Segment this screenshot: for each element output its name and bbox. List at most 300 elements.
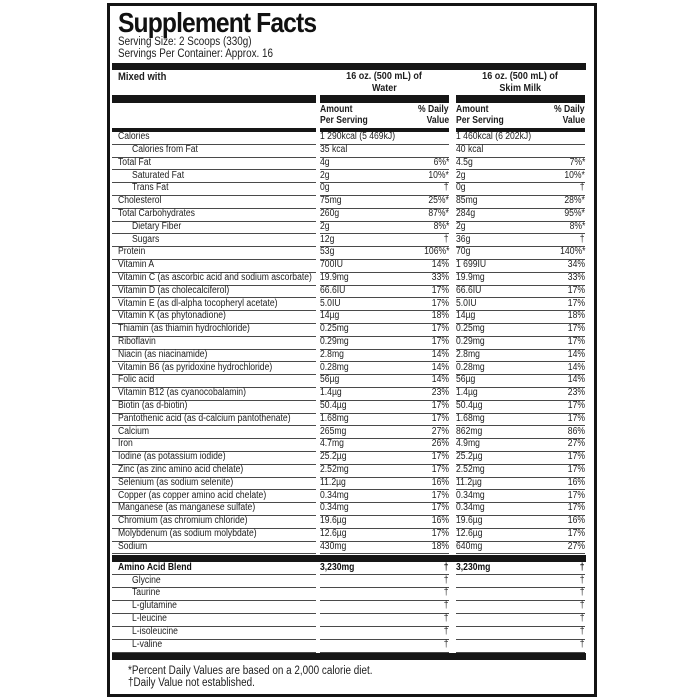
skim-amount-value: 3,230mg <box>456 561 491 573</box>
skim-daily-value: 18% <box>567 310 585 322</box>
table-row <box>112 132 586 145</box>
table-row <box>112 324 586 337</box>
skim-cell <box>456 362 585 375</box>
nutrient-name: Pantothenic acid (as d-calcium pantothenate) <box>118 412 291 424</box>
skim-cell <box>456 222 585 235</box>
servings-per-container-text: Servings Per Container: Approx. 16 <box>118 48 274 60</box>
skim-cell <box>456 478 585 491</box>
nutrient-name: Riboflavin <box>118 336 156 348</box>
column-gutter <box>449 542 456 555</box>
divider-bar <box>112 63 586 70</box>
water-amount-value: 1 290kcal (5 469kJ) <box>320 131 396 143</box>
nutrient-name: Biotin (as d-biotin) <box>118 400 188 412</box>
skim-amount-value: 11.2µg <box>456 476 482 488</box>
water-cell <box>320 414 449 427</box>
skim-daily-value: 17% <box>567 412 585 424</box>
water-amount-value: 700IU <box>320 259 343 271</box>
column-gutter <box>449 490 456 503</box>
skim-amount-value: 1.4µg <box>456 387 478 399</box>
table-row <box>112 388 586 401</box>
skim-daily-value: 140%* <box>559 246 585 258</box>
skim-cell <box>456 490 585 503</box>
skim-daily-value: 17% <box>567 451 585 463</box>
column-gutter <box>449 209 456 222</box>
nutrient-name-cell <box>112 158 316 171</box>
nutrient-name: L-leucine <box>132 613 167 625</box>
water-cell <box>320 170 449 183</box>
table-row <box>112 196 586 209</box>
skim-cell <box>456 298 585 311</box>
nutrient-name-cell <box>112 247 316 260</box>
water-amount-value: 0.34mg <box>320 489 349 501</box>
column-gutter <box>449 324 456 337</box>
nutrient-name-cell <box>112 640 316 653</box>
water-amount-value: 2g <box>320 169 330 181</box>
nutrient-name: Taurine <box>132 587 161 599</box>
nutrient-name-cell <box>112 542 316 555</box>
column-gutter <box>449 298 456 311</box>
daily-value-header: Value <box>562 115 585 127</box>
water-daily-value: 16% <box>431 515 449 527</box>
column-gutter <box>449 614 456 627</box>
skim-cell <box>456 311 585 324</box>
skim-cell <box>456 439 585 452</box>
nutrient-name-cell <box>112 209 316 222</box>
water-amount-value: 35 kcal <box>320 144 348 156</box>
nutrient-name-cell <box>112 426 316 439</box>
water-daily-value: 10%* <box>428 169 449 181</box>
skim-amount-value: 56µg <box>456 374 476 386</box>
nutrient-name: Cholesterol <box>118 195 162 207</box>
column-gutter <box>449 601 456 614</box>
nutrient-name: Chromium (as chromium chloride) <box>118 515 248 527</box>
skim-daily-value: 17% <box>567 502 585 514</box>
skim-daily-value: † <box>580 574 585 586</box>
divider-bar-segmented <box>112 95 586 103</box>
skim-daily-value: † <box>580 561 585 573</box>
nutrient-name: Sodium <box>118 540 148 552</box>
mixed-with-header-row <box>112 71 586 95</box>
nutrient-name: Zinc (as zinc amino acid chelate) <box>118 464 244 476</box>
table-row <box>112 529 586 542</box>
water-daily-value: 17% <box>431 502 449 514</box>
table-row <box>112 452 586 465</box>
nutrient-name-cell <box>112 170 316 183</box>
nutrient-name: Molybdenum (as sodium molybdate) <box>118 528 257 539</box>
nutrient-name-cell <box>112 588 316 601</box>
water-amount-value: 19.6µg <box>320 515 347 527</box>
nutrient-name: Amino Acid Blend <box>118 561 192 573</box>
skim-cell <box>456 234 585 247</box>
water-amount-value: 75mg <box>320 195 342 207</box>
table-row <box>112 503 586 516</box>
column-gutter <box>449 273 456 286</box>
water-header-line2: Water <box>372 81 397 94</box>
nutrient-name-cell <box>112 575 316 588</box>
column-gutter <box>449 247 456 260</box>
column-gutter <box>449 260 456 273</box>
divider-segment <box>112 95 316 103</box>
table-row <box>112 627 586 640</box>
column-gutter <box>449 426 456 439</box>
column-gutter <box>449 132 456 145</box>
skim-amount-value: 85mg <box>456 195 478 207</box>
column-gutter <box>449 414 456 427</box>
table-row <box>112 247 586 260</box>
water-amount-value: 2g <box>320 220 330 232</box>
nutrient-name: Vitamin K (as phytonadione) <box>118 310 226 322</box>
nutrient-name-cell <box>112 529 316 542</box>
nutrient-name-cell <box>112 627 316 640</box>
table-row <box>112 350 586 363</box>
skim-amount-value: 14µg <box>456 310 476 322</box>
water-daily-value: 17% <box>431 297 449 309</box>
table-row <box>112 260 586 273</box>
skim-amount-value: 2.52mg <box>456 464 485 476</box>
water-header-line1: 16 oz. (500 mL) of <box>346 70 423 82</box>
skim-cell <box>456 503 585 516</box>
water-cell <box>320 640 449 653</box>
table-row <box>112 298 586 311</box>
nutrient-name-cell <box>112 132 316 145</box>
water-daily-value: † <box>444 600 449 612</box>
skim-cell <box>456 350 585 363</box>
nutrient-name: Selenium (as sodium selenite) <box>118 476 234 488</box>
nutrient-name: Calcium <box>118 425 150 437</box>
water-daily-value: † <box>444 587 449 599</box>
water-cell <box>320 158 449 171</box>
water-daily-value: 18% <box>431 310 449 322</box>
skim-cell <box>456 247 585 260</box>
water-amount-value: 4.7mg <box>320 438 344 450</box>
table-row <box>112 426 586 439</box>
nutrient-name-cell <box>112 222 316 235</box>
water-daily-value: † <box>444 561 449 573</box>
skim-amount-value: 40 kcal <box>456 144 484 156</box>
nutrient-name: Total Fat <box>118 156 151 168</box>
water-cell <box>320 234 449 247</box>
divider-segment <box>456 95 585 103</box>
skim-daily-value: 17% <box>567 489 585 501</box>
nutrient-name: Total Carbohydrates <box>118 208 195 220</box>
water-daily-value: 18% <box>431 540 449 552</box>
table-row <box>112 375 586 388</box>
water-daily-value: 27% <box>431 425 449 437</box>
skim-daily-value: 10%* <box>564 169 585 181</box>
skim-cell <box>456 627 585 640</box>
amount-header: Amount <box>456 104 489 115</box>
skim-daily-value: 16% <box>567 515 585 527</box>
water-daily-value: 14% <box>431 348 449 360</box>
divider-segment <box>320 95 449 103</box>
nutrient-name-cell <box>112 490 316 503</box>
water-amount-dv-header <box>320 104 449 127</box>
water-cell <box>320 337 449 350</box>
table-row <box>112 588 586 601</box>
table-row <box>112 601 586 614</box>
water-daily-value: 17% <box>431 464 449 476</box>
water-cell <box>320 260 449 273</box>
water-daily-value: 87%* <box>428 208 449 220</box>
water-amount-value: 56µg <box>320 374 340 386</box>
skim-amount-value: 862mg <box>456 425 483 437</box>
skim-amount-dv-header <box>456 104 585 127</box>
skim-amount-value: 66.6IU <box>456 284 482 296</box>
nutrient-name: Vitamin C (as ascorbic acid and sodium ascorbate) <box>118 272 312 284</box>
skim-cell <box>456 426 585 439</box>
water-cell <box>320 209 449 222</box>
nutrient-name-cell <box>112 273 316 286</box>
water-cell <box>320 388 449 401</box>
water-daily-value: 17% <box>431 451 449 463</box>
table-row <box>112 222 586 235</box>
water-daily-value: † <box>444 233 449 245</box>
skim-cell <box>456 209 585 222</box>
skim-cell <box>456 158 585 171</box>
skim-cell <box>456 145 585 158</box>
water-cell <box>320 375 449 388</box>
label-title-text: Supplement Facts <box>118 7 317 38</box>
skim-amount-value: 1 699IU <box>456 259 487 271</box>
amount-header: Per Serving <box>320 115 368 127</box>
nutrient-name-cell <box>112 375 316 388</box>
column-subheader-row <box>112 104 586 127</box>
nutrient-name: Trans Fat <box>132 182 169 194</box>
nutrient-name-cell <box>112 324 316 337</box>
water-amount-value: 1.4µg <box>320 387 342 399</box>
nutrient-name-cell <box>112 362 316 375</box>
skim-cell <box>456 562 585 575</box>
water-daily-value: † <box>444 613 449 625</box>
water-amount-value: 2.52mg <box>320 464 349 476</box>
water-cell <box>320 452 449 465</box>
servings-per-container <box>118 48 586 60</box>
water-cell <box>320 426 449 439</box>
nutrient-name: Vitamin B6 (as pyridoxine hydrochloride) <box>118 361 273 373</box>
nutrient-name: Niacin (as niacinamide) <box>118 348 208 360</box>
skim-amount-value: 0.34mg <box>456 489 485 501</box>
skim-cell <box>456 529 585 542</box>
water-amount-value: 0.28mg <box>320 361 349 373</box>
nutrient-name: Folic acid <box>118 374 155 386</box>
water-amount-value: 0g <box>320 182 330 194</box>
amino-acid-rows <box>112 562 586 652</box>
water-daily-value: 14% <box>431 259 449 271</box>
water-cell <box>320 575 449 588</box>
skim-cell <box>456 286 585 299</box>
skim-cell <box>456 260 585 273</box>
nutrient-name: Sugars <box>132 233 160 245</box>
footnote-text: †Daily Value not established. <box>128 677 255 690</box>
water-daily-value: 17% <box>431 489 449 501</box>
skim-daily-value: † <box>580 613 585 625</box>
skim-amount-value: 0.29mg <box>456 336 485 348</box>
column-gutter <box>449 196 456 209</box>
column-gutter <box>449 286 456 299</box>
skim-cell <box>456 414 585 427</box>
skim-daily-value: 8%* <box>569 220 585 232</box>
skim-amount-value: 1 460kcal (6 202kJ) <box>456 131 532 143</box>
nutrient-name: Dietary Fiber <box>132 220 182 232</box>
skim-daily-value: 86% <box>567 425 585 437</box>
skim-cell <box>456 375 585 388</box>
subheader-spacer <box>112 104 316 127</box>
nutrient-name: Saturated Fat <box>132 169 185 181</box>
water-daily-value: 6%* <box>433 156 449 168</box>
label-title <box>118 9 586 36</box>
nutrient-name: Iodine (as potassium iodide) <box>118 451 226 463</box>
skim-amount-value: 19.6µg <box>456 515 483 527</box>
column-gutter <box>449 529 456 542</box>
water-daily-value: † <box>444 182 449 194</box>
mixed-with-label <box>112 71 316 95</box>
water-daily-value: 17% <box>431 400 449 412</box>
nutrient-name-cell <box>112 478 316 491</box>
column-gutter <box>449 170 456 183</box>
nutrient-name-cell <box>112 452 316 465</box>
table-row <box>112 158 586 171</box>
water-cell <box>320 542 449 555</box>
column-gutter <box>449 145 456 158</box>
water-cell <box>320 516 449 529</box>
table-row <box>112 286 586 299</box>
nutrient-name: Manganese (as manganese sulfate) <box>118 502 256 514</box>
skim-cell <box>456 183 585 196</box>
skim-daily-value: † <box>580 182 585 194</box>
column-gutter <box>449 627 456 640</box>
nutrient-name-cell <box>112 183 316 196</box>
table-row <box>112 273 586 286</box>
skim-amount-value: 1.68mg <box>456 412 485 424</box>
water-cell <box>320 614 449 627</box>
water-cell <box>320 286 449 299</box>
skim-daily-value: 17% <box>567 528 585 539</box>
skim-amount-value: 0.28mg <box>456 361 485 373</box>
skim-amount-value: 4.9mg <box>456 438 480 450</box>
water-cell <box>320 222 449 235</box>
skim-cell <box>456 640 585 653</box>
skim-daily-value: 17% <box>567 297 585 309</box>
skim-cell <box>456 132 585 145</box>
nutrient-name: Protein <box>118 246 146 258</box>
water-cell <box>320 273 449 286</box>
water-daily-value: 17% <box>431 323 449 335</box>
nutrient-name-cell <box>112 614 316 627</box>
skim-cell <box>456 401 585 414</box>
skim-daily-value: † <box>580 600 585 612</box>
water-column-header <box>320 71 449 95</box>
skim-amount-value: 4.5g <box>456 156 473 168</box>
water-daily-value: 23% <box>431 387 449 399</box>
column-gutter <box>449 183 456 196</box>
skim-daily-value: 28%* <box>564 195 585 207</box>
nutrient-name-cell <box>112 601 316 614</box>
column-gutter <box>449 640 456 653</box>
nutrient-name-cell <box>112 439 316 452</box>
nutrient-rows <box>112 132 586 554</box>
water-cell <box>320 478 449 491</box>
footnote-dagger <box>128 677 586 690</box>
water-cell <box>320 503 449 516</box>
water-amount-value: 4g <box>320 156 330 168</box>
column-gutter <box>449 311 456 324</box>
water-amount-value: 2.8mg <box>320 348 344 360</box>
water-cell <box>320 562 449 575</box>
water-cell <box>320 439 449 452</box>
column-gutter <box>449 350 456 363</box>
amount-header: Amount <box>320 104 353 115</box>
nutrient-name: L-glutamine <box>132 600 177 612</box>
skim-amount-value: 70g <box>456 246 471 258</box>
skim-daily-value: 95%* <box>564 208 585 220</box>
water-amount-value: 14µg <box>320 310 340 322</box>
skim-cell <box>456 614 585 627</box>
skim-cell <box>456 452 585 465</box>
nutrient-name: Copper (as copper amino acid chelate) <box>118 489 267 501</box>
skim-daily-value: 17% <box>567 284 585 296</box>
column-gutter <box>449 516 456 529</box>
water-cell <box>320 324 449 337</box>
water-amount-value: 265mg <box>320 425 347 437</box>
skim-cell <box>456 388 585 401</box>
table-row <box>112 234 586 247</box>
nutrient-name: Vitamin B12 (as cyanocobalamin) <box>118 387 246 399</box>
skim-daily-value: † <box>580 639 585 651</box>
water-amount-value: 53g <box>320 246 335 258</box>
nutrient-name-cell <box>112 562 316 575</box>
nutrient-name-cell <box>112 414 316 427</box>
column-gutter <box>449 562 456 575</box>
skim-amount-value: 640mg <box>456 540 483 552</box>
skim-cell <box>456 542 585 555</box>
water-daily-value: 17% <box>431 336 449 348</box>
table-row <box>112 362 586 375</box>
table-row <box>112 145 586 158</box>
nutrient-name-cell <box>112 311 316 324</box>
table-row <box>112 183 586 196</box>
nutrient-name-cell <box>112 337 316 350</box>
nutrient-name-cell <box>112 465 316 478</box>
skim-cell <box>456 601 585 614</box>
column-gutter <box>449 337 456 350</box>
skim-daily-value: † <box>580 626 585 638</box>
table-row <box>112 562 586 575</box>
skim-amount-value: 2g <box>456 220 466 232</box>
water-daily-value: 14% <box>431 361 449 373</box>
water-amount-value: 19.9mg <box>320 272 349 284</box>
skim-amount-value: 0.34mg <box>456 502 485 514</box>
water-amount-value: 5.0IU <box>320 297 341 309</box>
nutrient-name: Vitamin E (as dl-alpha tocopheryl acetate) <box>118 297 278 309</box>
column-gutter <box>449 401 456 414</box>
nutrient-name-cell <box>112 260 316 273</box>
serving-size <box>118 36 586 48</box>
nutrient-name: L-isoleucine <box>132 626 178 638</box>
water-amount-value: 3,230mg <box>320 561 355 573</box>
water-amount-value: 0.25mg <box>320 323 349 335</box>
skim-daily-value: 17% <box>567 464 585 476</box>
table-row <box>112 490 586 503</box>
nutrient-name-cell <box>112 503 316 516</box>
table-row <box>112 439 586 452</box>
skim-daily-value: 17% <box>567 400 585 412</box>
water-daily-value: 17% <box>431 284 449 296</box>
table-row <box>112 516 586 529</box>
water-amount-value: 50.4µg <box>320 400 347 412</box>
water-cell <box>320 183 449 196</box>
nutrient-name: Thiamin (as thiamin hydrochloride) <box>118 323 250 335</box>
water-daily-value: 17% <box>431 412 449 424</box>
